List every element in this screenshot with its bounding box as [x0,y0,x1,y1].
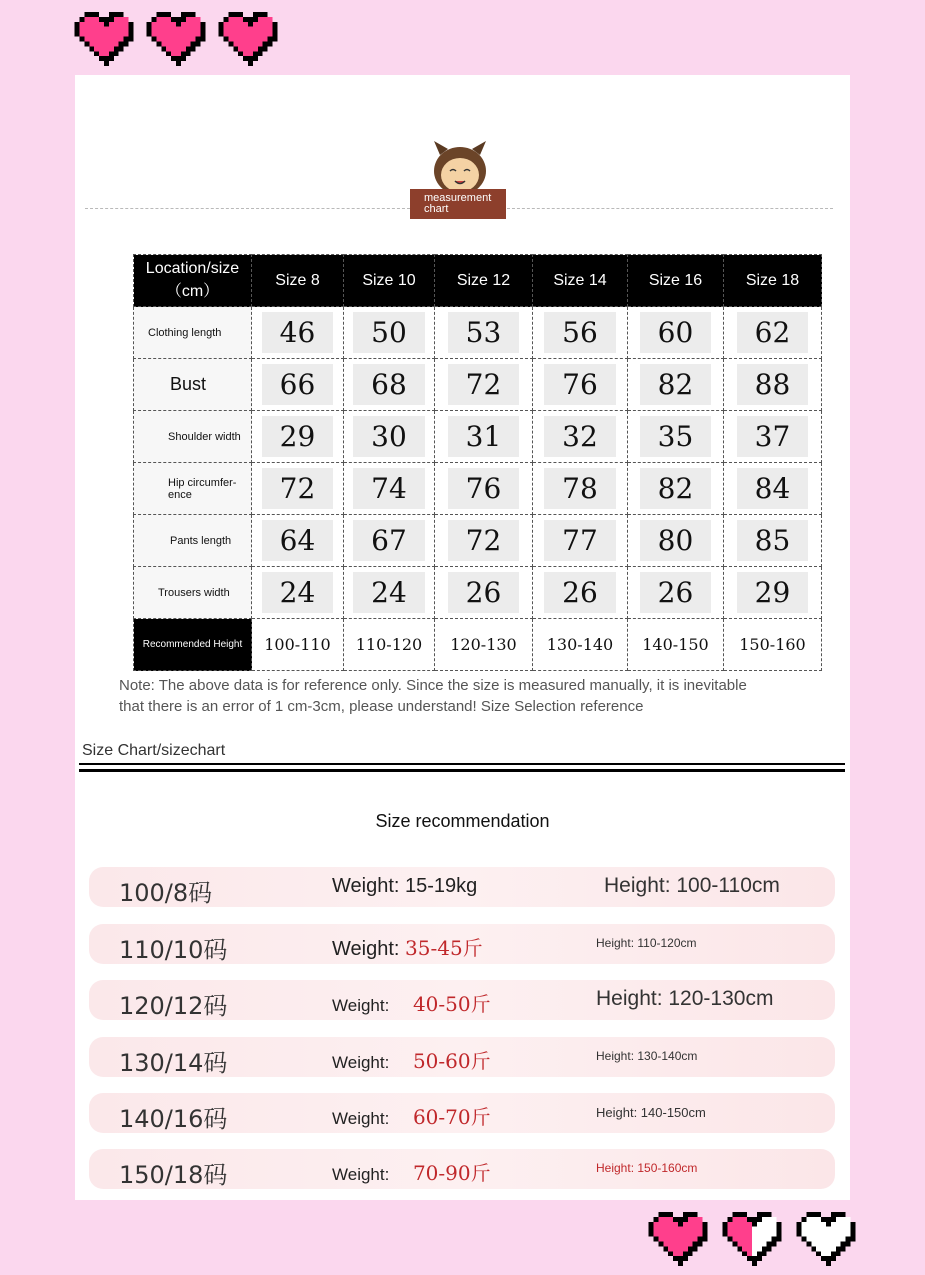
cell-value: 64 [262,520,334,561]
cell-value: 32 [544,416,616,457]
table-cell [435,515,533,567]
pixel-heart-icon [218,12,278,66]
recommendation-size: 110/10码 [119,936,228,964]
cell-value: 29 [737,572,809,613]
recommendation-row [89,1149,835,1189]
weight-value: 60-70斤 [412,1105,491,1129]
dashed-divider-left [85,208,410,209]
cell-value: 76 [544,364,616,405]
weight-value: 40-50斤 [412,992,491,1016]
weight-label: Weight: [332,1109,390,1128]
recommendation-row [89,980,835,1020]
weight-label: Weight: [332,996,390,1015]
table-cell [435,567,533,619]
bottom-hearts [648,1212,856,1266]
cell-value: 72 [262,468,334,509]
cell-value: 46 [262,312,334,353]
recommendation-size: 150/18码 [119,1161,228,1189]
cell-value: 60 [640,312,712,353]
cell-value: 26 [640,572,712,613]
header-label-line-1: Location/size [145,260,240,277]
table-cell: 130-140 [533,619,628,671]
recommendation-weight [332,988,491,1017]
column-header: Size 12 [435,255,533,307]
recommendation-height: Height: 100-110cm [604,874,780,897]
table-cell [533,463,628,515]
table-cell [435,463,533,515]
column-header: Size 14 [533,255,628,307]
column-header: Size 16 [628,255,724,307]
cell-value: 56 [544,312,616,353]
cell-value: 67 [353,520,425,561]
cell-value: 76 [448,468,520,509]
table-cell [724,411,822,463]
cell-value: 72 [448,520,520,561]
table-cell [344,359,435,411]
pixel-heart-icon [146,12,206,66]
cell-value: 24 [262,572,334,613]
weight-label: Weight: [332,1053,390,1072]
row-label: Pants length [134,515,252,567]
table-cell [724,515,822,567]
table-row [134,515,822,567]
row-label: Hip circumfer-ence [134,463,252,515]
table-header-row [134,255,822,307]
table-cell [533,411,628,463]
weight-value: 50-60斤 [412,1049,491,1073]
row-label: Clothing length [134,307,252,359]
recommendation-weight [332,932,483,961]
table-cell [628,463,724,515]
cell-value: 35 [640,416,712,457]
badge-line-2: chart [424,203,449,215]
weight-label: Weight: [332,938,400,960]
table-row-recommended-height [134,619,822,671]
reference-note: Note: The above data is for reference only. Since the size is measured manually, it is inevitable that there is an error of 1 cm-3cm, please understand! Size Selection reference [119,677,747,715]
table-cell [724,567,822,619]
table-cell [344,515,435,567]
recommendation-size: 140/16码 [119,1105,228,1133]
recommendation-row [89,867,835,907]
table-row [134,411,822,463]
table-cell [724,307,822,359]
cell-value: 80 [640,520,712,561]
table-row [134,307,822,359]
recommendation-weight [332,1157,491,1186]
recommendation-height: Height: 130-140cm [596,1049,698,1063]
table-cell [628,515,724,567]
pixel-heart-half-icon [722,1212,782,1266]
cell-value: 72 [448,364,520,405]
table-cell [252,567,344,619]
cell-value: 82 [640,468,712,509]
table-cell: 110-120 [344,619,435,671]
table-row [134,359,822,411]
column-header: Size 18 [724,255,822,307]
table-cell [344,307,435,359]
weight-value: 35-45斤 [405,936,483,960]
table-cell: 100-110 [252,619,344,671]
pixel-heart-icon [74,12,134,66]
measurement-chart-badge [410,189,506,219]
row-label: Trousers width [134,567,252,619]
size-table [133,254,822,671]
weight-label: Weight: [332,1165,390,1184]
cell-value: 26 [544,572,616,613]
size-recommendation-title: Size recommendation [375,811,550,831]
table-cell [628,359,724,411]
cell-value: 31 [448,416,520,457]
header-location-size [134,255,252,307]
recommendation-height: Height: 120-130cm [596,987,774,1010]
table-cell [252,463,344,515]
table-cell [252,359,344,411]
recommendation-height: Height: 140-150cm [596,1105,706,1120]
cell-value: 68 [353,364,425,405]
cell-value: 84 [737,468,809,509]
cell-value: 26 [448,572,520,613]
cell-value: 77 [544,520,616,561]
cell-value: 78 [544,468,616,509]
table-cell [435,307,533,359]
table-cell: 140-150 [628,619,724,671]
dashed-divider-right [507,208,833,209]
row-label: Bust [134,359,252,411]
weight-value: 70-90斤 [412,1161,491,1185]
size-chart-card [75,75,850,1200]
recommendation-height: Height: 150-160cm [596,1161,698,1175]
recommendation-height: Height: 110-120cm [596,936,697,950]
column-header: Size 8 [252,255,344,307]
recommendation-weight [332,1101,491,1130]
badge-line-1: measurement [424,192,492,204]
column-header: Size 10 [344,255,435,307]
table-cell [533,567,628,619]
table-row [134,463,822,515]
table-cell [724,463,822,515]
table-cell [724,359,822,411]
table-cell [533,307,628,359]
table-cell [533,515,628,567]
recommendation-weight [332,1045,491,1074]
recommendation-row [89,1037,835,1077]
row-label: Shoulder width [134,411,252,463]
cell-value: 50 [353,312,425,353]
table-cell [344,411,435,463]
cell-value: 53 [448,312,520,353]
pixel-heart-full-icon [648,1212,708,1266]
cell-value: 62 [737,312,809,353]
cell-value: 29 [262,416,334,457]
table-cell: 120-130 [435,619,533,671]
weight-label: Weight: 15-19kg [332,875,478,897]
table-cell [435,359,533,411]
divider-rule-top [79,763,845,765]
recommendation-row [89,1093,835,1133]
size-chart-label: Size Chart/sizechart [82,742,226,759]
table-cell [252,411,344,463]
recommendation-size: 100/8码 [119,879,213,907]
recommendation-weight [332,875,477,898]
recommendation-size: 130/14码 [119,1049,228,1077]
recommendation-row [89,924,835,964]
table-cell [628,567,724,619]
header-label-line-2: （cm） [165,283,220,300]
table-cell [252,307,344,359]
table-cell [628,307,724,359]
cell-value: 66 [262,364,334,405]
table-cell [344,463,435,515]
row-label: Recommended Height [134,619,252,671]
table-cell: 150-160 [724,619,822,671]
cell-value: 24 [353,572,425,613]
cell-value: 85 [737,520,809,561]
cell-value: 88 [737,364,809,405]
cell-value: 30 [353,416,425,457]
cell-value: 74 [353,468,425,509]
table-cell [533,359,628,411]
divider-rule-bottom [79,769,845,772]
table-cell [628,411,724,463]
table-cell [344,567,435,619]
recommendation-size: 120/12码 [119,992,228,1020]
table-row [134,567,822,619]
cell-value: 37 [737,416,809,457]
pixel-heart-empty-icon [796,1212,856,1266]
table-cell [435,411,533,463]
top-hearts [74,12,278,66]
table-cell [252,515,344,567]
cell-value: 82 [640,364,712,405]
